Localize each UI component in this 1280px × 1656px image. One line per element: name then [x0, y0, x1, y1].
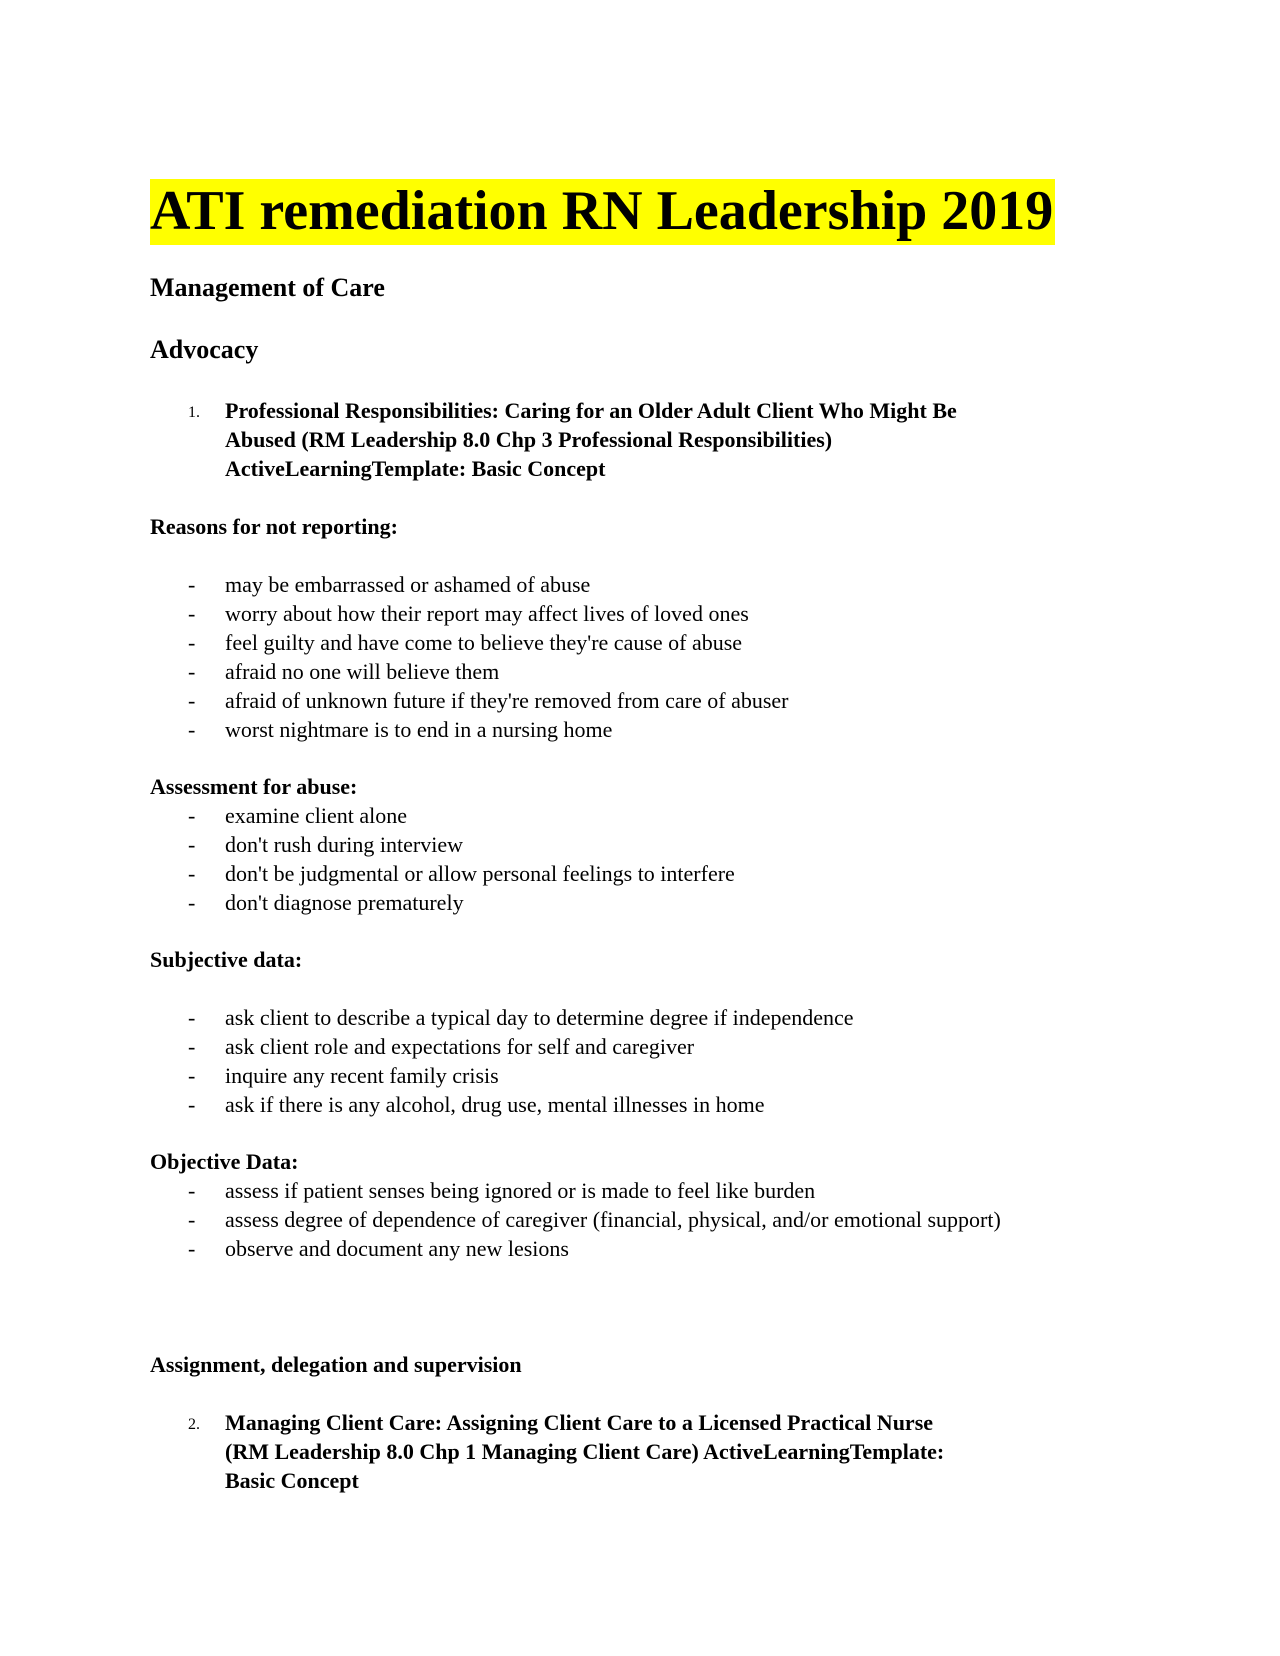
dash-marker: -: [188, 1092, 196, 1117]
dash-marker: -: [188, 803, 196, 828]
reasons-list: [150, 570, 789, 744]
list-item: [150, 715, 789, 744]
dash-marker: -: [188, 832, 196, 857]
section-heading-management-of-care: Management of Care: [150, 273, 385, 302]
objective-list: [150, 1176, 1001, 1263]
item-text-line: Basic Concept: [225, 1468, 359, 1493]
dash-marker: -: [188, 1063, 196, 1088]
list-item: [150, 1176, 1001, 1205]
dash-marker: -: [188, 717, 196, 742]
dash-marker: -: [188, 1034, 196, 1059]
dash-marker: -: [188, 572, 196, 597]
list-item: [150, 1090, 854, 1119]
list-item-text: afraid of unknown future if they're removed from care of abuser: [225, 688, 789, 713]
list-item: [150, 686, 789, 715]
dash-marker: -: [188, 659, 196, 684]
list-item-text: worry about how their report may affect lives of loved ones: [225, 601, 749, 626]
list-item: [150, 888, 735, 917]
item-number: 1.: [188, 404, 200, 421]
heading-assignment-delegation-supervision: Assignment, delegation and supervision: [150, 1352, 522, 1377]
list-item: [150, 1205, 1001, 1234]
list-item-text: don't diagnose prematurely: [225, 890, 464, 915]
list-item: [150, 657, 789, 686]
list-item-text: worst nightmare is to end in a nursing home: [225, 717, 613, 742]
list-item: [150, 599, 789, 628]
dash-marker: -: [188, 688, 196, 713]
list-item: [150, 1061, 854, 1090]
heading-objective-data: Objective Data:: [150, 1149, 299, 1174]
dash-marker: -: [188, 890, 196, 915]
list-item: [150, 1234, 1001, 1263]
dash-marker: -: [188, 1005, 196, 1030]
list-item-text: assess if patient senses being ignored or is made to feel like burden: [225, 1178, 816, 1203]
section-heading-advocacy: Advocacy: [150, 335, 259, 364]
dash-marker: -: [188, 1178, 196, 1203]
list-item-text: feel guilty and have come to believe they're cause of abuse: [225, 630, 743, 655]
dash-marker: -: [188, 1207, 196, 1232]
list-item-text: ask client to describe a typical day to determine degree if independence: [225, 1005, 854, 1030]
dash-marker: -: [188, 1236, 196, 1261]
list-item: [150, 570, 789, 599]
list-item: [150, 801, 735, 830]
heading-assessment-for-abuse: Assessment for abuse:: [150, 774, 358, 799]
list-item-text: assess degree of dependence of caregiver (financial, physical, and/or emotional support): [225, 1207, 1001, 1232]
list-item-text: don't rush during interview: [225, 832, 463, 857]
list-item: [150, 830, 735, 859]
heading-subjective-data: Subjective data:: [150, 947, 303, 972]
list-item: [150, 628, 789, 657]
assessment-list: [150, 801, 735, 917]
document-title: ATI remediation RN Leadership 2019: [150, 179, 1055, 245]
dash-marker: -: [188, 861, 196, 886]
numbered-item-2: [150, 1408, 1150, 1498]
dash-marker: -: [188, 601, 196, 626]
list-item-text: inquire any recent family crisis: [225, 1063, 499, 1088]
item-text-line: Abused (RM Leadership 8.0 Chp 3 Professional Responsibilities): [225, 427, 833, 452]
list-item-text: afraid no one will believe them: [225, 659, 500, 684]
list-item-text: ask client role and expectations for self and caregiver: [225, 1034, 695, 1059]
list-item: [150, 1032, 854, 1061]
list-item-text: may be embarrassed or ashamed of abuse: [225, 572, 591, 597]
list-item-text: observe and document any new lesions: [225, 1236, 569, 1261]
list-item: [150, 859, 735, 888]
heading-reasons-not-reporting: Reasons for not reporting:: [150, 514, 398, 539]
item-number: 2.: [188, 1416, 200, 1433]
item-text-line: Professional Responsibilities: Caring for an Older Adult Client Who Might Be: [225, 398, 957, 423]
numbered-item-1: [150, 396, 1150, 486]
list-item-text: examine client alone: [225, 803, 408, 828]
list-item-text: ask if there is any alcohol, drug use, mental illnesses in home: [225, 1092, 765, 1117]
subjective-list: [150, 1003, 854, 1119]
list-item-text: don't be judgmental or allow personal feelings to interfere: [225, 861, 735, 886]
item-text-line: ActiveLearningTemplate: Basic Concept: [225, 456, 606, 481]
list-item: [150, 1003, 854, 1032]
dash-marker: -: [188, 630, 196, 655]
item-text-line: (RM Leadership 8.0 Chp 1 Managing Client Care) ActiveLearningTemplate:: [225, 1439, 945, 1464]
item-text-line: Managing Client Care: Assigning Client Care to a Licensed Practical Nurse: [225, 1410, 934, 1435]
